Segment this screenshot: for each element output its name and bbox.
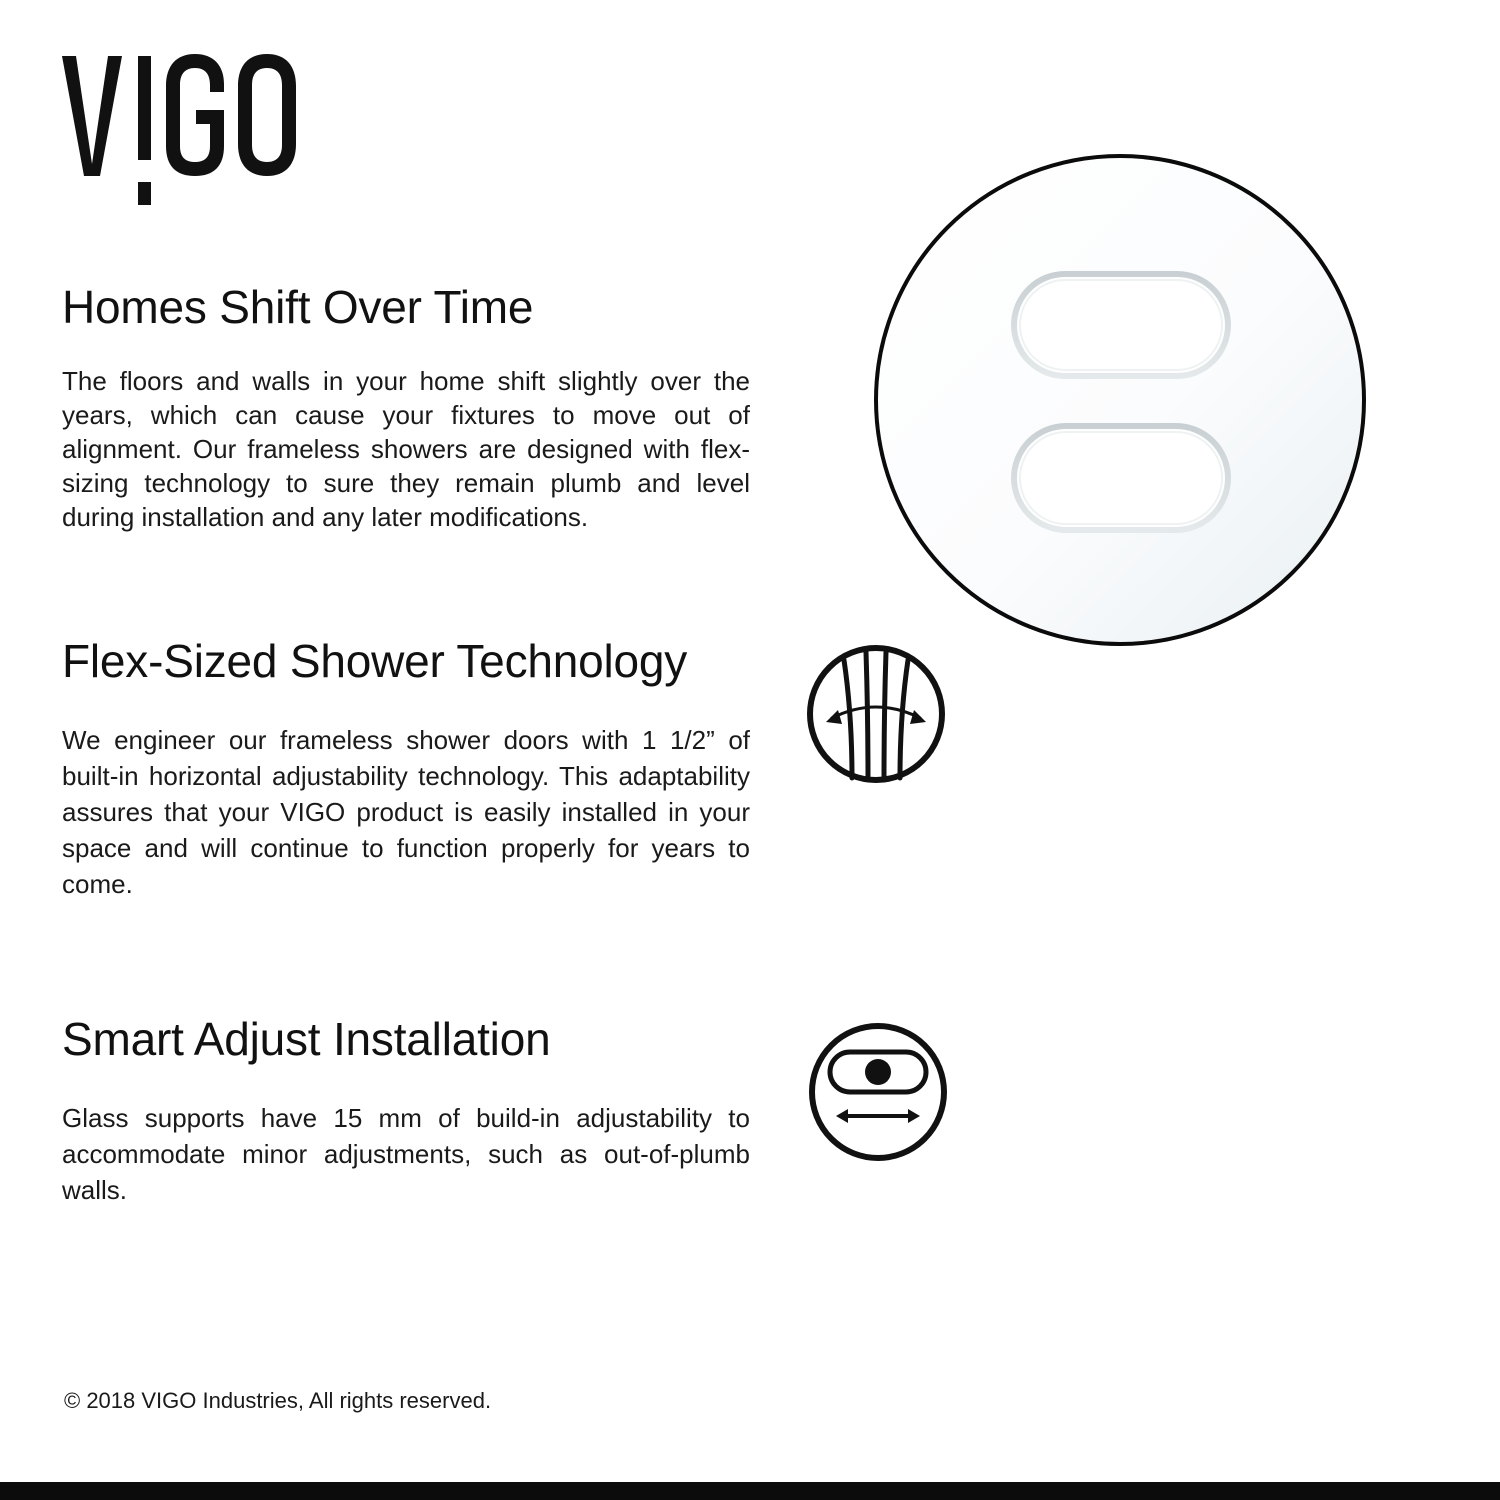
section-body-homes-shift: The floors and walls in your home shift slightly over the years, which can cause your fixtures to move out of alignment. Our frameless showers are designed with flex-sizing technology to sure they remain plumb and level during installation and any later modifications. — [62, 366, 750, 532]
smart-adjust-icon — [806, 1020, 950, 1164]
section-heading-smart-adjust: Smart Adjust Installation — [62, 1013, 551, 1065]
copyright-notice: © 2018 VIGO Industries, All rights reserved. — [64, 1388, 492, 1413]
section-heading-homes-shift: Homes Shift Over Time — [62, 281, 534, 333]
section-body-smart-adjust: Glass supports have 15 mm of build-in adjustability to accommodate minor adjustments, such as out-of-plumb walls. — [62, 1103, 750, 1205]
glass-slot-detail-image — [870, 152, 1370, 652]
lower-slot — [1014, 426, 1228, 530]
upper-slot — [1014, 274, 1228, 376]
vigo-logo — [62, 52, 302, 212]
section-heading-flex-sized: Flex-Sized Shower Technology — [62, 635, 688, 687]
bottom-bar — [0, 1482, 1500, 1500]
flex-size-icon — [804, 642, 948, 786]
section-body-flex-sized: We engineer our frameless shower doors with 1 1/2” of built-in horizontal adjustability technology. This adaptability assures that your VIGO product is easily installed in your space and will continue to function properly for years to come. — [62, 725, 750, 899]
